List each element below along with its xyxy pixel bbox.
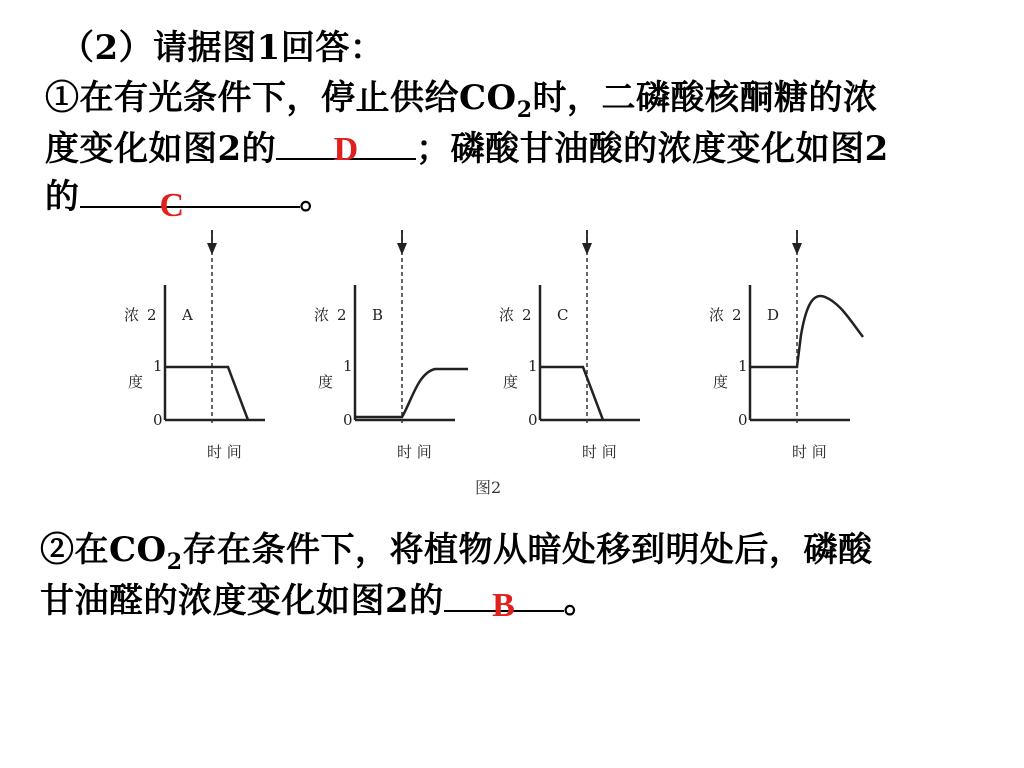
q2-text-part: 甘油醛的浓度变化如图2的 bbox=[40, 581, 444, 621]
answer-blank-1 bbox=[276, 128, 416, 168]
q1-text-part: 度变化如图2的 bbox=[45, 129, 277, 169]
figure-caption: 图2 bbox=[475, 478, 502, 497]
q1-text-part: 时，二磷酸核酮糖的浓 bbox=[532, 78, 878, 118]
svg-text:2: 2 bbox=[732, 306, 742, 324]
curve-b bbox=[355, 369, 468, 417]
svg-text:时 间: 时 间 bbox=[792, 443, 827, 461]
panel-letter-d: D bbox=[767, 306, 780, 324]
arrow-icon bbox=[792, 243, 802, 255]
q1-text-part: 的 bbox=[45, 177, 80, 217]
answer-c: C bbox=[159, 187, 185, 224]
q2-line-2 bbox=[40, 580, 599, 624]
answer-d: D bbox=[333, 131, 359, 168]
answer-blank-3 bbox=[444, 580, 564, 624]
svg-text:度: 度 bbox=[713, 373, 729, 391]
question-header bbox=[60, 28, 384, 68]
svg-text:0: 0 bbox=[738, 411, 748, 429]
svg-text:1: 1 bbox=[528, 357, 538, 375]
svg-text:0: 0 bbox=[343, 411, 353, 429]
answer-b: B bbox=[492, 587, 516, 624]
arrow-icon bbox=[397, 243, 407, 255]
q2-text-part: 存在条件下，将植物从暗处移到明处后，磷酸 bbox=[182, 530, 873, 570]
svg-text:浓: 浓 bbox=[314, 306, 330, 324]
y-label-top: 浓 bbox=[124, 306, 140, 324]
subscript-2: 2 bbox=[166, 549, 183, 575]
svg-text:度: 度 bbox=[503, 373, 519, 391]
answer-blank-2 bbox=[80, 176, 300, 224]
subscript-2: 2 bbox=[516, 97, 533, 123]
svg-text:时 间: 时 间 bbox=[397, 443, 432, 461]
svg-text:0: 0 bbox=[528, 411, 538, 429]
panel-letter-a: A bbox=[182, 306, 193, 324]
q1-text-part: 。 bbox=[299, 177, 334, 217]
tick-1: 1 bbox=[153, 357, 163, 375]
panel-letter-b: B bbox=[372, 306, 384, 324]
panel-c bbox=[499, 230, 640, 461]
svg-text:2: 2 bbox=[337, 306, 347, 324]
question-header-text: （2）请据图1回答： bbox=[60, 28, 385, 68]
svg-text:浓: 浓 bbox=[499, 306, 515, 324]
q2-line-1 bbox=[40, 530, 873, 574]
arrow-icon bbox=[582, 243, 592, 255]
q2-text-part: ②在CO bbox=[40, 530, 167, 570]
svg-text:度: 度 bbox=[318, 373, 334, 391]
x-label: 时 间 bbox=[207, 443, 242, 461]
figure-2 bbox=[120, 225, 880, 515]
svg-text:2: 2 bbox=[522, 306, 532, 324]
panel-d bbox=[709, 230, 863, 461]
tick-2: 2 bbox=[147, 306, 157, 324]
panel-letter-c: C bbox=[557, 306, 569, 324]
q1-line-2 bbox=[45, 128, 889, 169]
svg-text:1: 1 bbox=[738, 357, 748, 375]
figure-2-graphs bbox=[120, 225, 880, 515]
curve-c bbox=[540, 367, 603, 420]
svg-text:浓: 浓 bbox=[709, 306, 725, 324]
svg-text:1: 1 bbox=[343, 357, 353, 375]
curve-a bbox=[165, 367, 248, 420]
svg-text:时 间: 时 间 bbox=[582, 443, 617, 461]
q1-line-1 bbox=[45, 78, 878, 122]
arrow-icon bbox=[207, 243, 217, 255]
tick-0: 0 bbox=[153, 411, 163, 429]
y-label-bottom: 度 bbox=[128, 373, 144, 391]
panel-a bbox=[124, 230, 265, 461]
q1-line-3 bbox=[45, 176, 334, 224]
q2-text-part: 。 bbox=[563, 581, 599, 621]
q1-text-part: ；磷酸甘油酸的浓度变化如图2 bbox=[416, 129, 889, 169]
q1-text-part: ①在有光条件下，停止供给CO bbox=[45, 78, 517, 118]
panel-b bbox=[314, 230, 468, 461]
